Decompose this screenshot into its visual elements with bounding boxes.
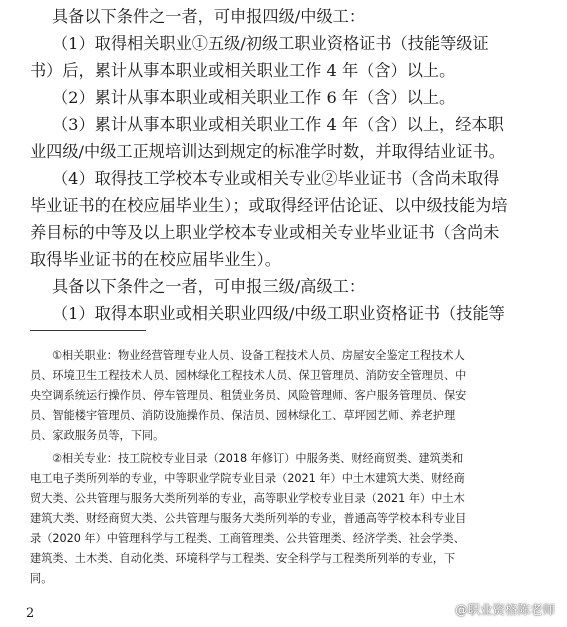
body-line-8: 毕业证书的在校应届毕业生）；或取得经评估论证、以中级技能为培	[30, 196, 508, 215]
footnote-divider	[30, 330, 146, 331]
body-line-5: （3）累计从事本职业或相关职业工作 4 年（含）以上，经本职	[52, 115, 504, 134]
footnote-line-12: 同。	[30, 572, 53, 585]
body-line-10: 取得毕业证书的在校应届毕业生）。	[30, 250, 281, 269]
body-line-6: 业四级/中级工正规培训达到规定的标准学时数，并取得结业证书。	[30, 142, 505, 161]
footnote-line-8: 贸大类、公共管理与服务大类所列举的专业，高等职业学校专业目录（2021 年）中土木	[30, 492, 465, 505]
footnote-line-3: 央空调系统运行操作员、停车管理员、租赁业务员、风险管理师、客户服务管理员、保安	[30, 389, 467, 402]
footnote-line-6: ②相关专业：技工院校专业目录（2018 年修订）中服务类、财经商贸类、建筑类和	[52, 452, 464, 465]
footnote-line-1: ①相关职业：物业经营管理专业人员、设备工程技术人员、房屋安全鉴定工程技术人	[52, 349, 465, 362]
footnote-line-9: 建筑大类、财经商贸大类、公共管理与服务大类所列举的专业，普通高等学校本科专业目	[30, 512, 467, 525]
footnote-line-4: 员、智能楼宇管理员、消防设施操作员、保洁员、园林绿化工、草坪园艺师、养老护理	[30, 409, 456, 422]
footnote-line-10: 录（2020 年）中管理科学与工程类、工商管理类、公共管理类、经济学类、社会学类、	[30, 532, 465, 545]
watermark: @职业资格陈老师	[454, 602, 555, 617]
footnote-line-7: 电工电子类所列举的专业，中等职业学院专业目录（2021 年）中土木建筑大类、财经商	[30, 472, 465, 485]
footnote-line-2: 员、环境卫生工程技术人员、园林绿化工程技术人员、保卫管理员、消防安全管理员、中	[30, 369, 467, 382]
footnote-line-5: 员、家政服务员等，下同。	[30, 429, 165, 442]
body-line-2: （1）取得相关职业①五级/初级工职业资格证书（技能等级证	[52, 34, 489, 53]
body-line-12: （1）取得本职业或相关职业四级/中级工职业资格证书（技能等	[52, 304, 505, 323]
body-line-11: 具备以下条件之一者，可申报三级/高级工：	[52, 277, 366, 296]
page-number: 2	[26, 606, 35, 621]
body-line-7: （4）取得技工学校本专业或相关专业②毕业证书（含尚未取得	[52, 169, 500, 188]
footnote-line-11: 建筑类、土木类、自动化类、环境科学与工程类、安全科学与工程类所列举的专业，下	[30, 552, 456, 565]
body-line-4: （2）累计从事本职业或相关职业工作 6 年（含）以上。	[52, 88, 456, 107]
body-line-9: 养目标的中等及以上职业学校本专业或相关专业毕业证书（含尚未	[30, 223, 500, 242]
body-line-1: 具备以下条件之一者，可申报四级/中级工：	[52, 7, 366, 26]
body-line-3: 书）后，累计从事本职业或相关职业工作 4 年（含）以上。	[30, 61, 456, 80]
